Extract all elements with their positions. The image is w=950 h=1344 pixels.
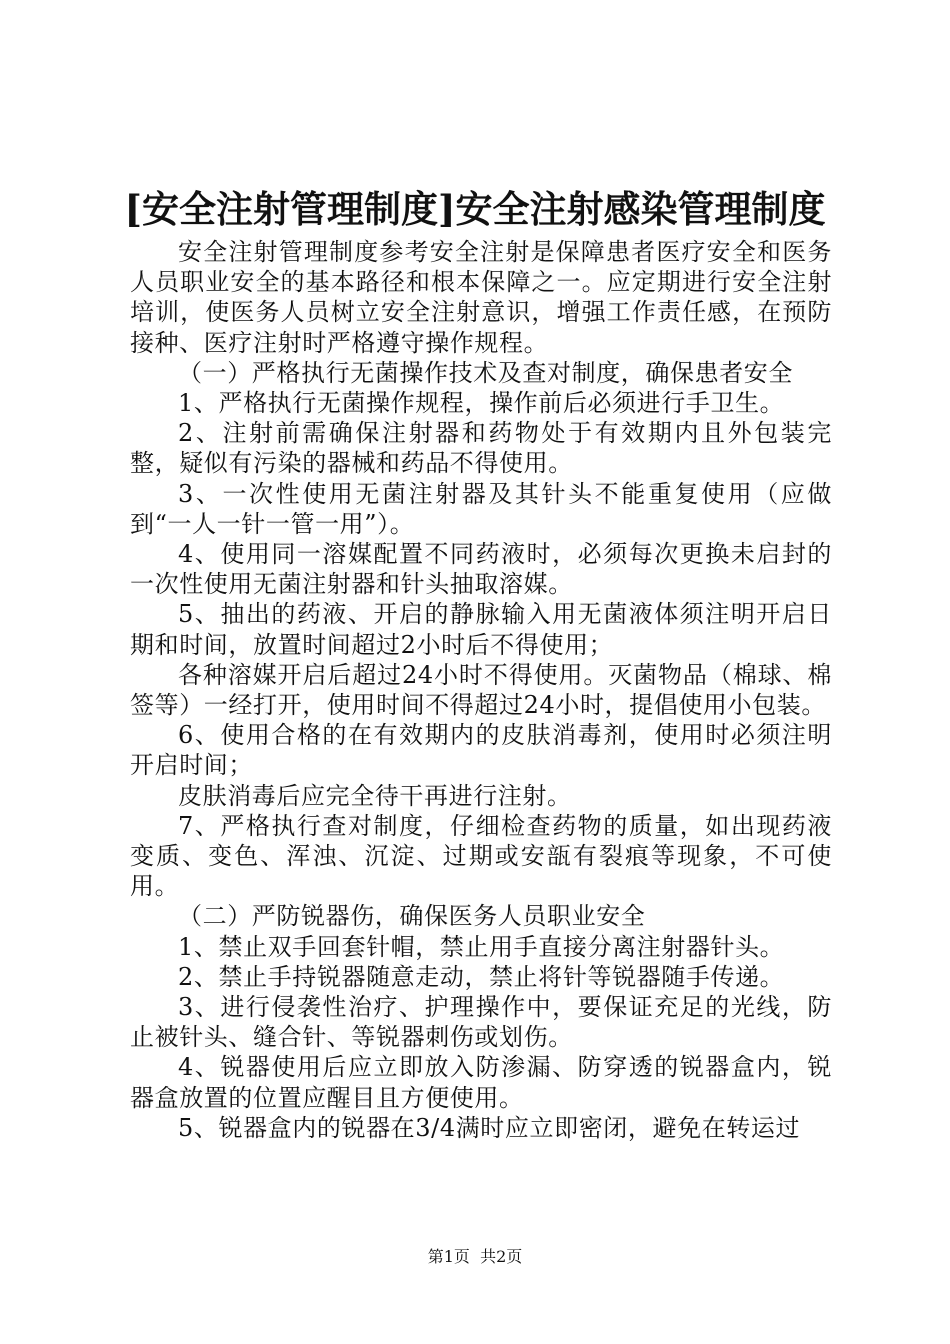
list-item: 5、锐器盒内的锐器在3/4满时应立即密闭，避免在转运过: [178, 1113, 801, 1142]
section-heading-1: （一）严格执行无菌操作技术及查对制度，确保患者安全: [178, 358, 793, 387]
list-item: 7、严格执行查对制度，仔细检查药物的质量，如出现药液变质、变色、浑浊、沉淀、过期或安瓿有裂痕等现象，不可使用。: [130, 811, 832, 901]
document-title: [安全注射管理制度]安全注射感染管理制度: [124, 187, 826, 231]
list-item: 2、注射前需确保注射器和药物处于有效期内且外包装完整，疑似有污染的器械和药品不得使用。: [130, 419, 832, 478]
list-item: 5、抽出的药液、开启的静脉输入用无菌液体须注明开启日期和时间，放置时间超过2小时后不得使用；: [130, 600, 832, 659]
list-item: 1、严格执行无菌操作规程，操作前后必须进行手卫生。: [178, 389, 785, 418]
page-number-footer: 第1页 共2页: [427, 1247, 523, 1266]
list-item: 4、使用同一溶媒配置不同药液时，必须每次更换未启封的一次性使用无菌注射器和针头抽取溶媒。: [130, 540, 832, 599]
list-item: 6、使用合格的在有效期内的皮肤消毒剂，使用时必须注明开启时间；: [130, 721, 832, 780]
section-heading-2: （二）严防锐器伤，确保医务人员职业安全: [178, 902, 646, 931]
list-item: 各种溶媒开启后超过24小时不得使用。灭菌物品（棉球、棉签等）一经打开，使用时间不得超过24小时，提倡使用小包装。: [130, 660, 832, 720]
list-item: 3、进行侵袭性治疗、护理操作中，要保证充足的光线，防止被针头、缝合针、等锐器刺伤或划伤。: [130, 993, 832, 1052]
list-item: 皮肤消毒后应完全待干再进行注射。: [178, 781, 572, 810]
list-item: 1、禁止双手回套针帽，禁止用手直接分离注射器针头。: [178, 932, 785, 961]
list-item: 4、锐器使用后应立即放入防渗漏、防穿透的锐器盒内，锐器盒放置的位置应醒目且方便使用。: [130, 1053, 832, 1112]
document-body: [130, 237, 832, 1143]
list-item: 2、禁止手持锐器随意走动，禁止将针等锐器随手传递。: [178, 962, 785, 991]
list-item: 3、一次性使用无菌注射器及其针头不能重复使用（应做到“一人一针一管一用”）。: [130, 479, 832, 538]
paragraph-intro: 安全注射管理制度参考安全注射是保障患者医疗安全和医务人员职业安全的基本路径和根本保障之一。应定期进行安全注射培训，使医务人员树立安全注射意识，增强工作责任感，在预防接种、医疗注射时严格遵守操作规程。: [130, 238, 832, 357]
